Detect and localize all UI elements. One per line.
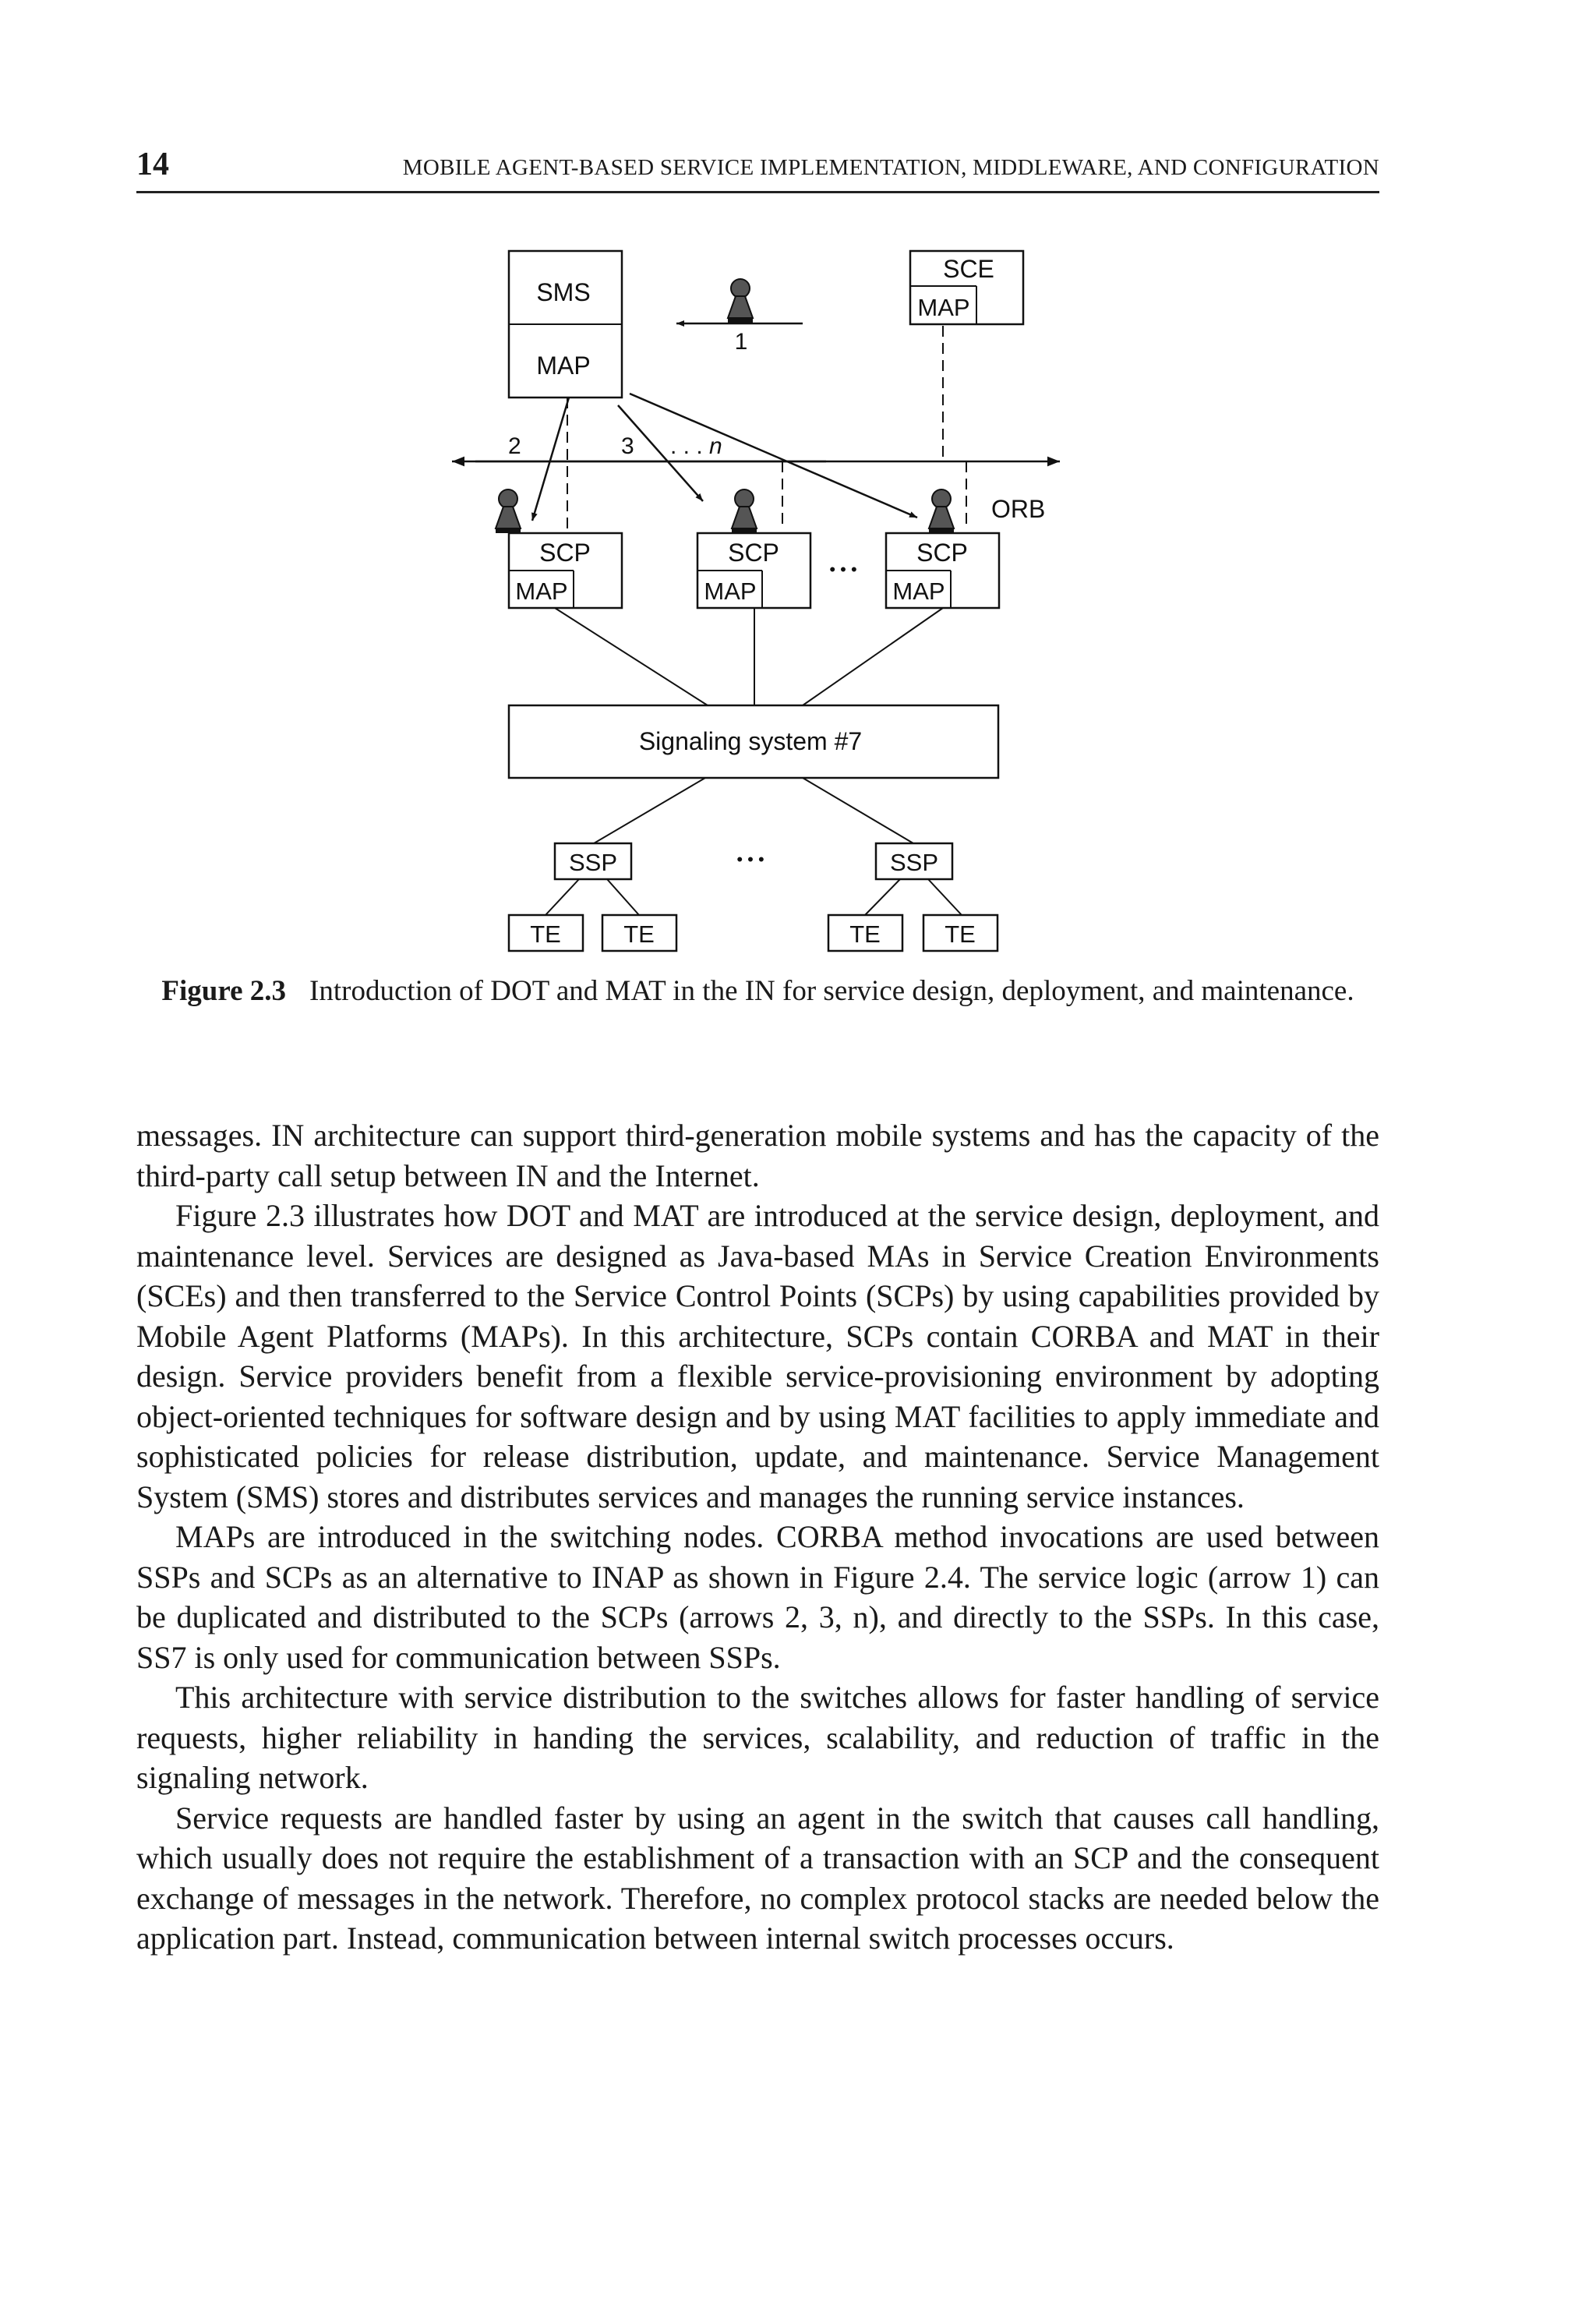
body-text (136, 1115, 1379, 1959)
ss7-label: Signaling system #7 (638, 727, 863, 755)
scp-map-label: MAP (704, 578, 757, 605)
te-label: TE (945, 920, 976, 948)
scp-label: SCP (728, 539, 779, 567)
scp-map-label: MAP (515, 578, 568, 605)
mobile-agent-icon (732, 489, 757, 533)
ssp-ellipsis: • • • (736, 850, 764, 869)
mobile-agent-icon (728, 279, 753, 323)
scp-node-3 (886, 533, 999, 608)
te-node-4 (923, 915, 998, 951)
arrow-1-label: 1 (734, 329, 748, 355)
running-title: MOBILE AGENT-BASED SERVICE IMPLEMENTATION, MIDDLEWARE, AND CONFIGURATION (402, 155, 1379, 180)
architecture-diagram (390, 234, 1169, 966)
paragraph: This architecture with service distribution to the switches allows for faster handling of service requests, higher reliability in handing the services, scalability, and reduction of traffic in the signaling network. (136, 1680, 1379, 1795)
te-label: TE (623, 920, 655, 948)
arrow-2-label: 2 (508, 433, 521, 459)
sms-map-label: MAP (536, 352, 591, 380)
scp-label: SCP (916, 539, 968, 567)
figure-2-3 (390, 234, 1169, 966)
arrow-3-label: 3 (621, 433, 634, 459)
sms-label: SMS (536, 278, 591, 306)
sce-node (910, 251, 1023, 324)
page-number: 14 (136, 147, 169, 182)
scp-label: SCP (539, 539, 591, 567)
arrow-n-label: . . . n (670, 433, 722, 459)
caption-text: Introduction of DOT and MAT in the IN for service design, deployment, and maintenance. (309, 975, 1354, 1007)
te-node-3 (828, 915, 902, 951)
ssp-label: SSP (889, 849, 939, 876)
te-label: TE (530, 920, 561, 948)
agent-arrow-1 (676, 279, 803, 355)
paragraph: MAPs are introduced in the switching nodes. CORBA method invocations are used between SSPs and SCPs as an alternative to INAP as shown in Figure 2.4. The service logic (arrow 1) can be duplicated and distributed to the SCPs (arrows 2, 3, n), and directly to the SSPs. In this case, SS7 is only used for communication between SSPs. (136, 1519, 1379, 1675)
scp-map-label: MAP (892, 578, 945, 605)
paragraph: Service requests are handled faster by using an agent in the switch that causes call handling, which usually does not require the establishment of a transaction with an SCP and the consequent exchange of messages in the network. Therefore, no complex protocol stacks are needed below the application part. Instead, communication between internal switch processes occurs. (136, 1800, 1379, 1956)
mobile-agent-icon (496, 489, 521, 533)
sce-map-label: MAP (917, 294, 970, 321)
mobile-agent-icon (929, 489, 954, 533)
orb-label: ORB (991, 495, 1046, 523)
te-label: TE (849, 920, 881, 948)
caption-label: Figure 2.3 (161, 975, 287, 1007)
paragraph: Figure 2.3 illustrates how DOT and MAT are introduced at the service design, deployment, and maintenance level. Services are designed as Java-based MAs in Service Creation Environments (SCEs) and then transferred to the Service Control Points (SCPs) by using capabilities provided by Mobile Agent Platforms (MAPs). In this architecture, SCPs contain CORBA and MAT in their design. Service providers benefit from a flexible service-provisioning environment by adopting object-oriented techniques for software design and by using MAT facilities to apply immediate and sophisticated policies for release distribution, update, and maintenance. Service Management System (SMS) stores and distributes services and manages the running service instances. (136, 1198, 1379, 1514)
te-node-1 (509, 915, 583, 951)
te-node-2 (602, 915, 676, 951)
ssp-node-1 (555, 843, 631, 879)
sce-label: SCE (943, 255, 994, 283)
scp-ellipsis: • • • (829, 560, 857, 579)
figure-caption (136, 973, 1379, 1010)
ssp-label: SSP (568, 849, 618, 876)
ssp-node-2 (876, 843, 952, 879)
running-head (136, 143, 1379, 193)
sms-node (509, 251, 622, 398)
scp-node-2 (697, 533, 810, 608)
ss7-node (509, 705, 998, 778)
scp-node-1 (509, 533, 622, 608)
paragraph: messages. IN architecture can support third-generation mobile systems and has the capacity of the third-party call setup between IN and the Internet. (136, 1118, 1379, 1193)
